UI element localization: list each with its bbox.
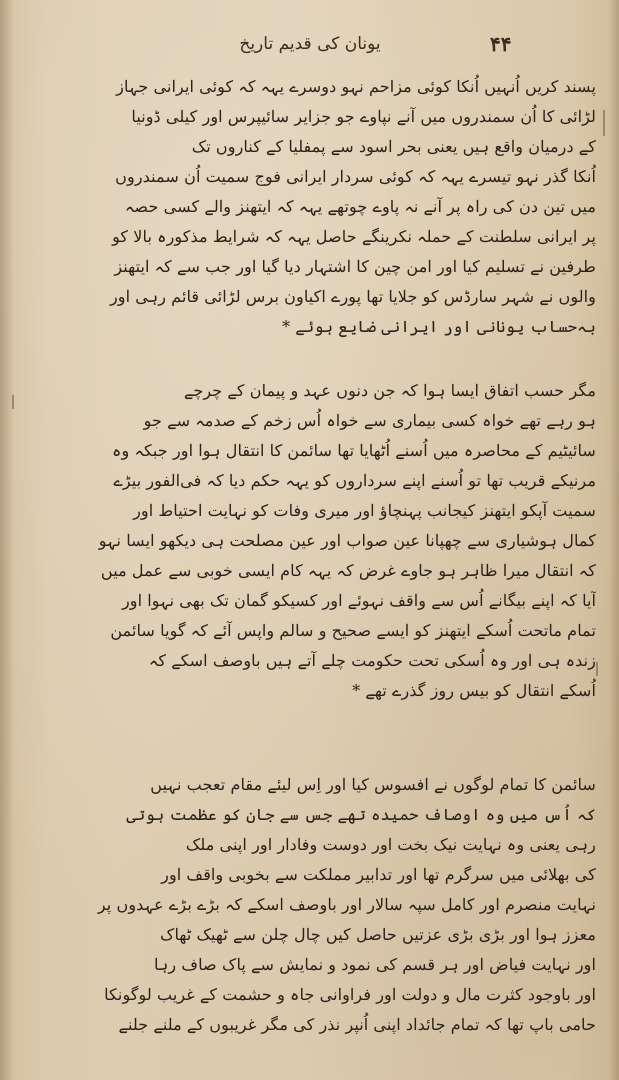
paragraph-3 <box>30 770 596 1040</box>
text-line: اُسکے انتقال کو بیس روز گذرے تھے * <box>352 680 596 700</box>
text-line: مرنیکے قریب تھا تو اُسنے اپنے سرداروں کو یہہ حکم دیا کہ فی‌الفور بیڑے <box>113 470 596 490</box>
text-line: آیا کہ اپنے بیگانے اُس سے واقف نہوئے اور کسیکو گمان تک بھی نہوا اور <box>121 590 596 610</box>
text-line: اور باوجود کثرت مال و دولت اور فراوانی جاہ و حشمت کے غریب لوگونکا <box>104 984 596 1004</box>
text-line: زندہ ہی اور وہ اُسکی تحت حکومت چلے آتے ہیں باوصف اسکے کہ <box>148 650 596 670</box>
text-line: پسند کریں اُنہیں اُنکا کوئی مزاحم نہو دوسرے یہہ کہ کوئی ایرانی جہاز <box>116 77 596 96</box>
text-line: اور نہایت فیاض اور ہر قسم کی نمود و نمایش سے پاک صاف رہا <box>153 954 596 974</box>
text-line: پر ایرانی سلطنت کے حملہ نکرینگے حاصل یہہ کہ شرایط مذکورہ بالا کو <box>112 226 596 246</box>
text-line: کہ اُس میں وہ اوصاف حمیدہ تھے جس سے جان کو عظمت ہوتی <box>126 804 596 824</box>
text-line: رہی یعنی وہ نہایت نیک بخت اور دوست وفادار اور اپنی ملک <box>185 834 596 854</box>
binding-shadow <box>0 0 14 1080</box>
text-line: والوں نے شہر سارڈس کو جلایا تھا پورے اکیاون برس لڑائی قائم رہی اور <box>109 286 596 306</box>
page-edge-shadow <box>609 0 619 1080</box>
text-line: سائمن کا تمام لوگوں نے افسوس کیا اور اِس لیئے مقام تعجب نہیں <box>150 775 596 794</box>
text-line: سمیت آپکو ایتھنز کیجانب پہنچاؤ اور میری وفات کو نہایت احتیاط اور <box>133 500 596 520</box>
text-line: بہ‌حساب یونانی اور ایرانی ضایع ہوئے * <box>281 316 596 336</box>
text-line: لڑائی کا اُن سمندروں میں آنے نپاوے جو جزایر سائیپرس اور کیلی ڈونیا <box>131 106 596 126</box>
text-line: کہ انتقال میرا ظاہر ہو جاوے غرض کہ یہہ کام ایسی خوبی سے عمل میں <box>100 560 596 580</box>
text-line: مگر حسب اتفاق ایسا ہوا کہ جن دنوں عہد و پیمان کے چرچے <box>183 381 596 400</box>
text-line: طرفین نے تسلیم کیا اور امن چین کا اشتہار دیا گیا اور جب سے کہ ایتھنز <box>114 256 596 276</box>
text-line: کی بھلائی میں سرگرم تھا اور تدابیر مملکت سے بخوبی واقف اور <box>161 864 596 884</box>
running-title: یونان کی قدیم تاریخ <box>239 34 381 54</box>
paragraph-2 <box>30 376 596 706</box>
margin-mark <box>596 662 598 676</box>
text-line: اُنکا گذر نہو تیسرے یہہ کہ کوئی سردار ایرانی فوج سمیت اُن سمندروں <box>115 166 596 186</box>
margin-mark <box>12 395 14 409</box>
page-number: ۴۴ <box>490 32 512 56</box>
paragraph-1 <box>30 72 596 342</box>
text-line: کمال ہوشیاری سے چھپانا عین صواب اور عین مصلحت ہی دیکھو ایسا نہو <box>98 530 596 550</box>
text-line: تمام ماتحت اُسکے ایتھنز کو ایسے صحیح و سالم واپس آئے کہ گویا سائمن <box>110 620 596 640</box>
text-line: معزز ہوا اور بڑی بڑی عزتیں حاصل کیں چال چلن سے ٹھیک ٹھاک <box>160 924 596 944</box>
text-line: نہایت منصرم اور کامل سپہ سالار اور باوصف اسکے کہ بڑے بڑے عہدوں پر <box>97 894 596 914</box>
page-header <box>0 30 619 64</box>
text-line: ہو رہے تھے خواہ کسی بیماری سے خواہ اُس زخم کے صدمہ سے جو <box>143 410 596 430</box>
text-line: میں تین دن کی راہ پر آنے نہ پاوے چوتھے یہہ کہ ایتھنز والے کسی حصہ <box>124 196 596 216</box>
margin-mark <box>603 110 605 136</box>
text-line: سائیٹیم کے محاصرہ میں اُسنے اُٹھایا تھا سائمن کا انتقال ہوا اور جبکہ وہ <box>112 440 596 460</box>
text-line: حامی باپ تھا کہ تمام جائداد اپنی اُنپر نذر کی مگر غریبوں کے ملنے جلنے <box>118 1014 596 1034</box>
text-line: کے درمیان واقع ہیں یعنی بحر اسود سے پمفلیا کے کناروں تک <box>191 136 596 156</box>
